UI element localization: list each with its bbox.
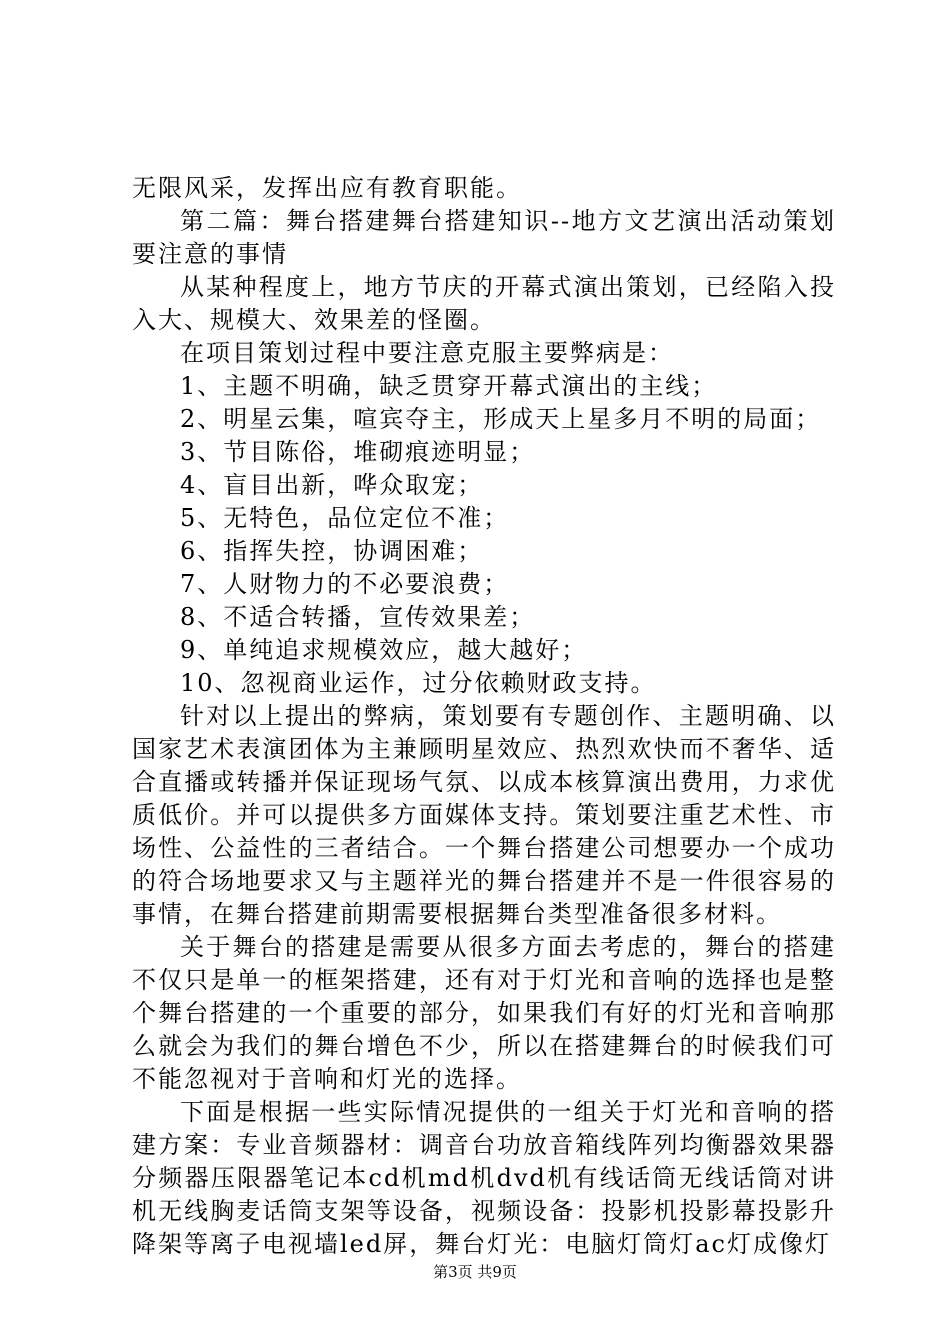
list-item-6: 6、指挥失控，协调困难； <box>180 537 484 565</box>
document-body <box>132 172 836 1261</box>
list-item-9: 9、单纯追求规模效应，越大越好； <box>180 636 588 664</box>
list-item-8: 8、不适合转播，宣传效果差； <box>180 603 536 631</box>
list-item-7: 7、人财物力的不必要浪费； <box>180 570 510 598</box>
list-item-1: 1、主题不明确，缺乏贯穿开幕式演出的主线； <box>180 372 718 400</box>
list-item-10: 10、忽视商业运作，过分依赖财政支持。 <box>180 669 657 697</box>
paragraph-body-1: 针对以上提出的弊病，策划要有专题创作、主题明确、以国家艺术表演团体为主兼顾明星效应、热烈欢快而不奢华、适合直播或转播并保证现场气氛、以成本核算演出费用，力求优质低价。并可以提供多方面媒体支持。策划要注重艺术性、市场性、公益性的三者结合。一个舞台搭建公司想要办一个成功的符合场地要求又与主题祥光的舞台搭建并不是一件很容易的事情，在舞台搭建前期需要根据舞台类型准备很多材料。 <box>132 702 836 928</box>
paragraph-continuation: 无限风采，发挥出应有教育职能。 <box>132 174 522 202</box>
page-footer: 第3页 共9页 <box>433 1263 517 1281</box>
list-item-3: 3、节目陈俗，堆砌痕迹明显； <box>180 438 536 466</box>
paragraph-body-2: 关于舞台的搭建是需要从很多方面去考虑的，舞台的搭建不仅只是单一的框架搭建，还有对于灯光和音响的选择也是整个舞台搭建的一个重要的部分，如果我们有好的灯光和音响那么就会为我们的舞台增色不少，所以在搭建舞台的时候我们可不能忽视对于音响和灯光的选择。 <box>132 933 836 1093</box>
list-item-5: 5、无特色，品位定位不准； <box>180 504 510 532</box>
list-item-4: 4、盲目出新，哗众取宠； <box>180 471 484 499</box>
paragraph-list-lead: 在项目策划过程中要注意克服主要弊病是： <box>180 339 674 367</box>
paragraph-body-3: 下面是根据一些实际情况提供的一组关于灯光和音响的搭建方案：专业音频器材：调音台功放音箱线阵列均衡器效果器分频器压限器笔记本cd机md机dvd机有线话筒无线话筒对讲机无线胸麦话筒支架等设备，视频设备：投影机投影幕投影升降架等离子电视墙led屏，舞台灯光：电脑灯筒灯ac灯成像灯 <box>132 1098 836 1258</box>
section-title: 第二篇：舞台搭建舞台搭建知识--地方文艺演出活动策划要注意的事情 <box>132 207 836 268</box>
paragraph-intro: 从某种程度上，地方节庆的开幕式演出策划，已经陷入投入大、规模大、效果差的怪圈。 <box>132 273 836 334</box>
list-item-2: 2、明星云集，喧宾夺主，形成天上星多月不明的局面； <box>180 405 822 433</box>
